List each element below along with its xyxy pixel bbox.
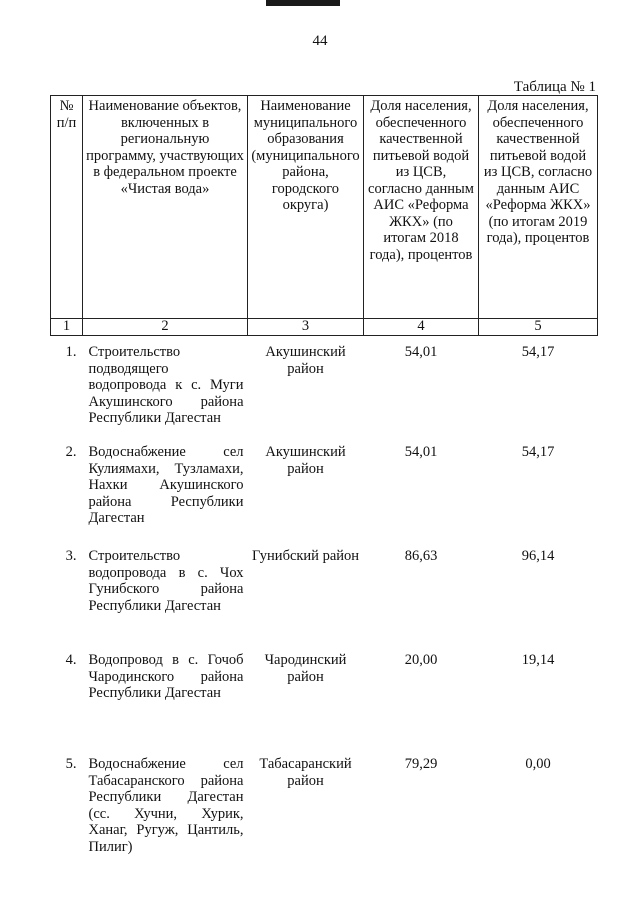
share-2019: 0,00: [525, 756, 551, 772]
row-number: 1.: [65, 344, 77, 360]
municipality: Табасаранский район: [259, 756, 352, 789]
column-number-row: [51, 319, 598, 336]
table-row: [51, 444, 598, 548]
municipality: Чародинский район: [264, 652, 347, 685]
header-municipality: Наименование муниципального образования (муниципального района, городского округа): [248, 96, 364, 319]
table-body: [51, 336, 598, 877]
row-number: 3.: [65, 548, 77, 564]
column-number: 1: [51, 319, 83, 336]
row-number: 4.: [65, 652, 77, 668]
share-2018: 86,63: [404, 548, 438, 564]
table-label: Таблица № 1: [513, 79, 596, 95]
header-share-2019: Доля населения, обеспеченного качественной питьевой водой из ЦСВ, согласно данным АИС «Реформа ЖКХ» (по итогам 2019 года), процентов: [479, 96, 598, 319]
row-number: 5.: [65, 756, 77, 772]
object-name: Водопровод в с. Гочоб Чародинского района Республики Дагестан: [88, 652, 244, 701]
share-2019: 96,14: [521, 548, 555, 564]
column-number: 5: [479, 319, 598, 336]
data-table: [50, 95, 598, 876]
row-number: 2.: [65, 444, 77, 460]
table-row: [51, 756, 598, 876]
municipality: Акушинский район: [265, 344, 346, 377]
page-number: 44: [312, 33, 328, 49]
column-number: 2: [83, 319, 248, 336]
header-number: № п/п: [51, 96, 83, 319]
share-2018: 20,00: [404, 652, 438, 668]
page-top-mark: [266, 0, 340, 6]
object-name: Водоснабжение сел Табасаранского района Республики Дагестан (сс. Хучни, Хурик, Ханаг, Ругуж, Цантиль, Пилиг): [88, 756, 244, 855]
share-2019: 54,17: [521, 444, 555, 460]
table-row: [51, 336, 598, 445]
table-row: [51, 548, 598, 652]
column-number: 3: [248, 319, 364, 336]
table-header: [51, 96, 598, 336]
object-name: Водоснабжение сел Кулиямахи, Тузламахи, Нахки Акушинского района Республики Дагестан: [88, 444, 244, 526]
municipality: Гунибский район: [251, 548, 360, 564]
column-number: 4: [364, 319, 479, 336]
header-object-name: Наименование объектов, включенных в региональную программу, участвующих в федеральном проекте «Чистая вода»: [83, 96, 248, 319]
table-row: [51, 652, 598, 756]
share-2018: 79,29: [404, 756, 438, 772]
header-row: [51, 96, 598, 319]
municipality: Акушинский район: [265, 444, 346, 477]
share-2019: 54,17: [521, 344, 555, 360]
share-2018: 54,01: [404, 344, 438, 360]
object-name: Строительство подводящего водопровода к с. Муги Акушинского района Республики Дагестан: [88, 344, 244, 426]
header-share-2018: Доля населения, обеспеченного качественной питьевой водой из ЦСВ, согласно данным АИС «Реформа ЖКХ» (по итогам 2018 года), процентов: [364, 96, 479, 319]
share-2018: 54,01: [404, 444, 438, 460]
share-2019: 19,14: [521, 652, 555, 668]
object-name: Строительство водопровода в с. Чох Гунибского района Республики Дагестан: [88, 548, 244, 614]
